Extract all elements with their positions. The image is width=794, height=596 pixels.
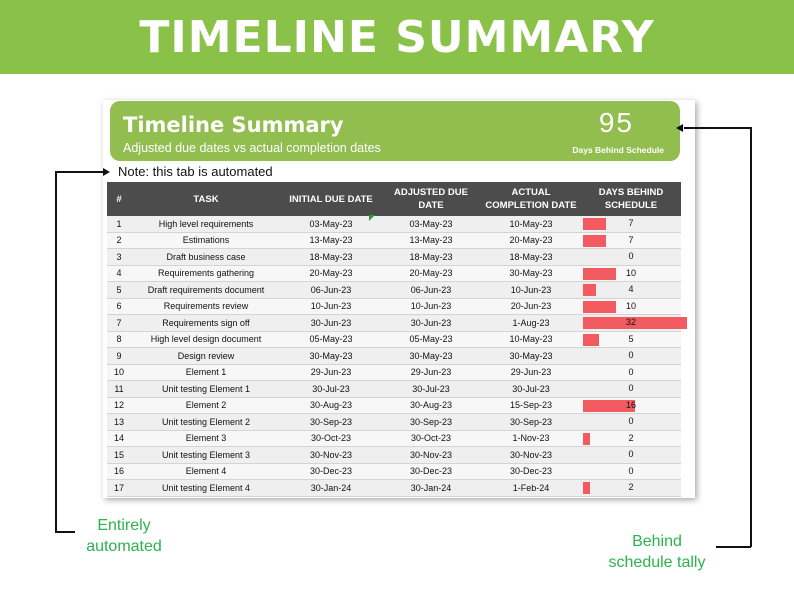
cell-adjusted-due-date[interactable]: 30-Sep-23: [381, 414, 481, 431]
cell-adjusted-due-date[interactable]: 30-Nov-23: [381, 447, 481, 464]
cell-comment-indicator: [369, 215, 375, 221]
cell-days-behind[interactable]: [581, 447, 681, 464]
cell-task[interactable]: Estimations: [131, 232, 281, 249]
cell-task[interactable]: Element 3: [131, 430, 281, 447]
table-row: [107, 463, 681, 480]
days-behind-value: 10: [625, 300, 636, 311]
left-arrow-icon: [103, 168, 110, 176]
annotation-entirely-automated: [78, 515, 170, 557]
cell-actual-completion-date[interactable]: 1-Nov-23: [481, 430, 581, 447]
cell-actual-completion-date[interactable]: 30-Sep-23: [481, 414, 581, 431]
days-behind-value: 2: [628, 482, 634, 492]
cell-initial-due-date[interactable]: 10-Jun-23: [281, 298, 381, 315]
cell-num[interactable]: 6: [107, 298, 131, 315]
summary-title: Timeline Summary: [123, 113, 344, 137]
cell-adjusted-due-date[interactable]: 06-Jun-23: [381, 282, 481, 299]
cell-actual-completion-date[interactable]: 15-Sep-23: [481, 397, 581, 414]
cell-days-behind[interactable]: [581, 265, 681, 282]
cell-num[interactable]: 2: [107, 232, 131, 249]
cell-task[interactable]: Element 4: [131, 463, 281, 480]
table-row: [107, 249, 681, 266]
cell-actual-completion-date[interactable]: 30-May-23: [481, 348, 581, 365]
table-row: [107, 331, 681, 348]
days-behind-value: 0: [628, 350, 634, 360]
days-behind-value: 0: [628, 465, 634, 476]
cell-actual-completion-date[interactable]: 30-Nov-23: [481, 447, 581, 464]
cell-actual-completion-date[interactable]: 10-May-23: [481, 331, 581, 348]
table-row: [107, 216, 681, 232]
table-row: [107, 265, 681, 282]
cell-initial-due-date[interactable]: 30-Jan-24: [281, 480, 381, 497]
cell-adjusted-due-date[interactable]: 03-May-23: [381, 216, 481, 232]
table-row: [107, 282, 681, 299]
cell-days-behind[interactable]: [581, 430, 681, 447]
cell-actual-completion-date[interactable]: 20-May-23: [481, 232, 581, 249]
cell-initial-due-date[interactable]: 30-Jul-23: [281, 381, 381, 398]
cell-days-behind[interactable]: [581, 315, 681, 332]
cell-days-behind[interactable]: [581, 414, 681, 431]
cell-adjusted-due-date[interactable]: 30-Aug-23: [381, 397, 481, 414]
cell-num[interactable]: 3: [107, 249, 131, 266]
cell-days-behind[interactable]: [581, 249, 681, 266]
days-behind-value: 0: [628, 251, 634, 261]
cell-num[interactable]: 8: [107, 331, 131, 348]
cell-initial-due-date[interactable]: 18-May-23: [281, 249, 381, 266]
cell-initial-due-date[interactable]: 30-Dec-23: [281, 463, 381, 480]
cell-adjusted-due-date[interactable]: 13-May-23: [381, 232, 481, 249]
table-row: [107, 232, 681, 249]
annotation-left-line-1: Entirely: [97, 517, 151, 534]
cell-task[interactable]: High level design document: [131, 331, 281, 348]
right-arrow-icon: [676, 124, 683, 132]
cell-days-behind[interactable]: [581, 216, 681, 232]
cell-num[interactable]: 4: [107, 265, 131, 282]
left-connector-top: [55, 171, 104, 173]
cell-num[interactable]: 17: [107, 480, 131, 497]
cell-task[interactable]: Element 2: [131, 397, 281, 414]
cell-days-behind[interactable]: [581, 364, 681, 381]
right-connector-vertical: [750, 127, 752, 547]
cell-days-behind[interactable]: [581, 282, 681, 299]
cell-initial-due-date[interactable]: 30-Oct-23: [281, 430, 381, 447]
table-row: [107, 414, 681, 431]
cell-adjusted-due-date[interactable]: 10-Jun-23: [381, 298, 481, 315]
cell-actual-completion-date[interactable]: 1-Aug-23: [481, 315, 581, 332]
cell-initial-due-date[interactable]: 30-Jun-23: [281, 315, 381, 332]
days-behind-value: 0: [628, 416, 634, 426]
cell-num[interactable]: 11: [107, 381, 131, 398]
cell-adjusted-due-date[interactable]: 20-May-23: [381, 265, 481, 282]
cell-num[interactable]: 16: [107, 463, 131, 480]
cell-task[interactable]: Requirements sign off: [131, 315, 281, 332]
cell-initial-due-date[interactable]: 29-Jun-23: [281, 364, 381, 381]
cell-num[interactable]: 9: [107, 348, 131, 365]
days-behind-total: 95: [598, 107, 634, 138]
cell-actual-completion-date[interactable]: 1-Feb-24: [481, 480, 581, 497]
days-behind-value: 5: [628, 333, 634, 344]
cell-adjusted-due-date[interactable]: 29-Jun-23: [381, 364, 481, 381]
cell-days-behind[interactable]: [581, 381, 681, 398]
cell-task[interactable]: High level requirements: [131, 216, 281, 232]
header-adjusted-due-date[interactable]: ADJUSTED DUE DATE: [381, 182, 481, 216]
cell-days-behind[interactable]: [581, 298, 681, 315]
table-row: [107, 430, 681, 447]
days-behind-value: 4: [628, 284, 634, 294]
cell-actual-completion-date[interactable]: 10-Jun-23: [481, 282, 581, 299]
cell-initial-due-date[interactable]: 06-Jun-23: [281, 282, 381, 299]
table-header-row: [107, 182, 681, 216]
table-row: [107, 348, 681, 365]
table-row: [107, 397, 681, 414]
cell-initial-due-date[interactable]: 30-Sep-23: [281, 414, 381, 431]
cell-actual-completion-date[interactable]: 10-May-23: [481, 216, 581, 232]
days-behind-value: 10: [625, 267, 636, 278]
days-behind-value: 7: [628, 234, 634, 245]
cell-num[interactable]: 13: [107, 414, 131, 431]
days-behind-label: Days Behind Schedule: [572, 145, 664, 155]
cell-task[interactable]: Unit testing Element 2: [131, 414, 281, 431]
cell-initial-due-date[interactable]: 20-May-23: [281, 265, 381, 282]
cell-initial-due-date[interactable]: 03-May-23: [281, 216, 381, 232]
cell-actual-completion-date[interactable]: 30-Dec-23: [481, 463, 581, 480]
cell-initial-due-date[interactable]: 30-May-23: [281, 348, 381, 365]
table-row: [107, 447, 681, 464]
cell-initial-due-date[interactable]: 13-May-23: [281, 232, 381, 249]
cell-initial-due-date[interactable]: 05-May-23: [281, 331, 381, 348]
right-connector-top: [684, 127, 751, 129]
cell-num[interactable]: 10: [107, 364, 131, 381]
cell-task[interactable]: Element 1: [131, 364, 281, 381]
header-actual-completion-date[interactable]: ACTUAL COMPLETION DATE: [481, 182, 581, 216]
cell-actual-completion-date[interactable]: 20-Jun-23: [481, 298, 581, 315]
summary-card: [110, 101, 680, 161]
cell-days-behind[interactable]: [581, 348, 681, 365]
automation-note: Note: this tab is automated: [118, 164, 273, 179]
annotation-left-line-2: automated: [86, 538, 162, 555]
cell-num[interactable]: 12: [107, 397, 131, 414]
cell-task[interactable]: Requirements review: [131, 298, 281, 315]
days-behind-value: 32: [625, 317, 636, 327]
cell-num[interactable]: 1: [107, 216, 131, 232]
table-row: [107, 315, 681, 332]
days-behind-value: 2: [628, 432, 634, 443]
top-banner: [0, 0, 794, 74]
annotation-right-line-1: Behind: [632, 533, 682, 550]
cell-actual-completion-date[interactable]: 18-May-23: [481, 249, 581, 266]
left-connector-vertical: [55, 172, 57, 532]
cell-task[interactable]: Unit testing Element 4: [131, 480, 281, 497]
cell-task[interactable]: Unit testing Element 3: [131, 447, 281, 464]
days-behind-value: 0: [628, 366, 634, 377]
cell-actual-completion-date[interactable]: 29-Jun-23: [481, 364, 581, 381]
cell-initial-due-date[interactable]: 30-Aug-23: [281, 397, 381, 414]
annotation-right-line-2: schedule tally: [608, 554, 706, 571]
header-task[interactable]: TASK: [131, 182, 281, 216]
cell-days-behind[interactable]: [581, 232, 681, 249]
cell-days-behind[interactable]: [581, 397, 681, 414]
cell-initial-due-date[interactable]: 30-Nov-23: [281, 447, 381, 464]
days-behind-value: 16: [625, 399, 636, 410]
summary-subtitle: Adjusted due dates vs actual completion dates: [123, 141, 381, 155]
cell-adjusted-due-date[interactable]: 30-Jan-24: [381, 480, 481, 497]
cell-actual-completion-date[interactable]: 30-Jul-23: [481, 381, 581, 398]
cell-adjusted-due-date[interactable]: 30-May-23: [381, 348, 481, 365]
days-behind-value: 7: [628, 218, 634, 228]
annotation-behind-schedule-tally: [596, 531, 718, 573]
timeline-table: [107, 182, 681, 497]
table-row: [107, 364, 681, 381]
cell-num[interactable]: 15: [107, 447, 131, 464]
cell-adjusted-due-date[interactable]: 05-May-23: [381, 331, 481, 348]
header-days-behind[interactable]: DAYS BEHIND SCHEDULE: [581, 182, 681, 216]
cell-days-behind[interactable]: [581, 463, 681, 480]
cell-adjusted-due-date[interactable]: 30-Jul-23: [381, 381, 481, 398]
cell-task[interactable]: Unit testing Element 1: [131, 381, 281, 398]
header-initial-due-date[interactable]: INITIAL DUE DATE: [281, 182, 381, 216]
left-connector-bottom: [55, 531, 75, 533]
cell-adjusted-due-date[interactable]: 30-Oct-23: [381, 430, 481, 447]
cell-num[interactable]: 5: [107, 282, 131, 299]
cell-num[interactable]: 7: [107, 315, 131, 332]
right-connector-bottom: [716, 546, 751, 548]
spreadsheet-screenshot: [103, 100, 695, 498]
cell-task[interactable]: Draft requirements document: [131, 282, 281, 299]
table-row: [107, 298, 681, 315]
cell-adjusted-due-date[interactable]: 30-Dec-23: [381, 463, 481, 480]
cell-days-behind[interactable]: [581, 480, 681, 497]
cell-adjusted-due-date[interactable]: 18-May-23: [381, 249, 481, 266]
cell-actual-completion-date[interactable]: 30-May-23: [481, 265, 581, 282]
table-row: [107, 381, 681, 398]
days-behind-value: 0: [628, 383, 634, 393]
table-row: [107, 480, 681, 497]
header-num[interactable]: #: [107, 182, 131, 216]
cell-adjusted-due-date[interactable]: 30-Jun-23: [381, 315, 481, 332]
cell-num[interactable]: 14: [107, 430, 131, 447]
banner-title: TIMELINE SUMMARY: [139, 11, 655, 63]
days-behind-value: 0: [628, 449, 634, 459]
cell-task[interactable]: Draft business case: [131, 249, 281, 266]
cell-days-behind[interactable]: [581, 331, 681, 348]
cell-task[interactable]: Requirements gathering: [131, 265, 281, 282]
cell-task[interactable]: Design review: [131, 348, 281, 365]
